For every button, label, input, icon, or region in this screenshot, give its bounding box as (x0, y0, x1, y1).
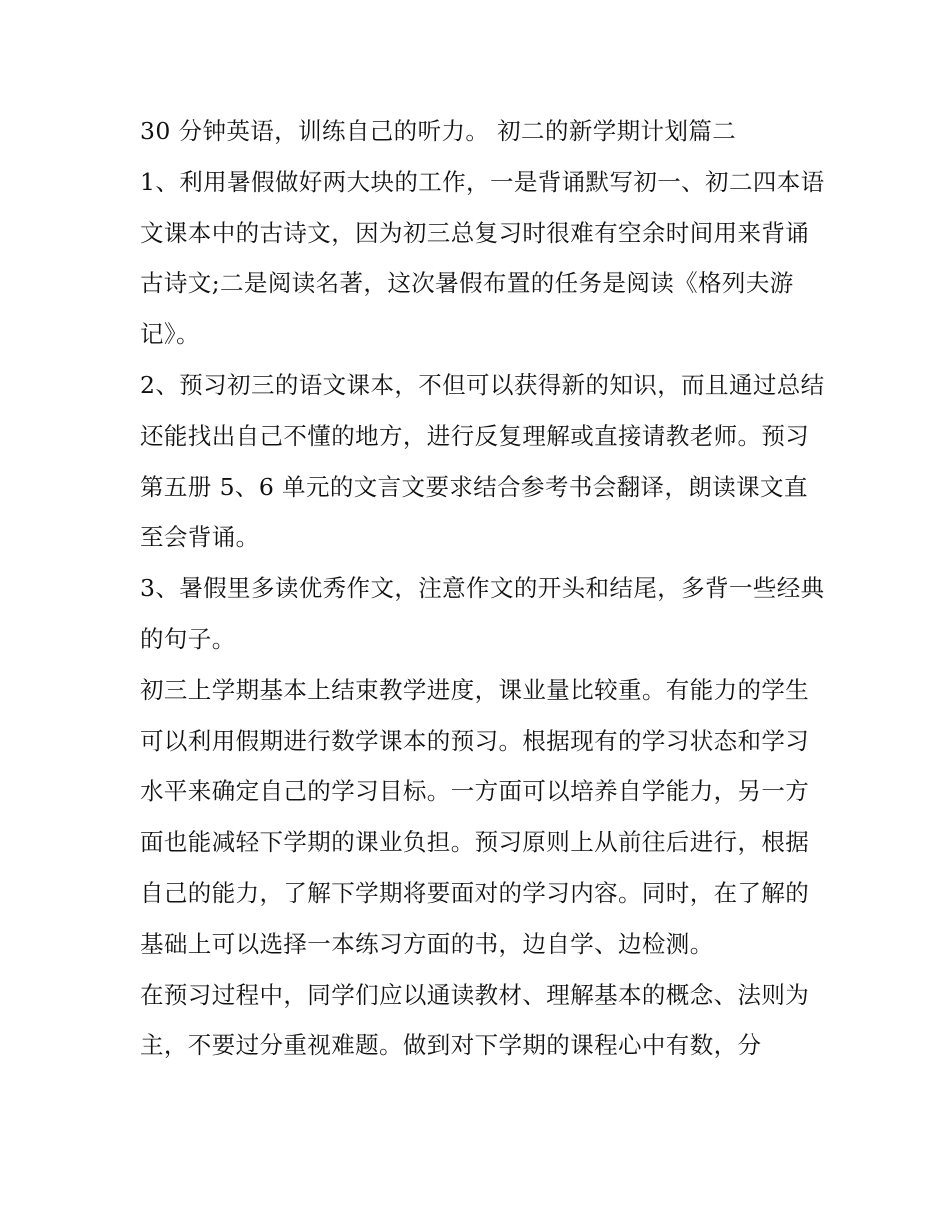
paragraph-listening-and-title: 30 分钟英语，训练自己的听力。 初二的新学期计划篇二 (140, 117, 737, 145)
paragraph-item-1: 1、利用暑假做好两大块的工作，一是背诵默写初一、初二四本语文课本中的古诗文，因为初三总复习时很难有空余时间用来背诵古诗文;二是阅读名著，这次暑假布置的任务是阅读《格列夫游记》。 (140, 167, 825, 349)
paragraph-item-3: 3、暑假里多读优秀作文，注意作文的开头和结尾，多背一些经典的句子。 (140, 574, 825, 653)
document-body (140, 106, 830, 1071)
paragraph-math-preview: 初三上学期基本上结束教学进度，课业量比较重。有能力的学生可以利用假期进行数学课本的预习。根据现有的学习状态和学习水平来确定自己的学习目标。一方面可以培养自学能力，另一方面也能减轻下学期的课业负担。预习原则上从前往后进行，根据自己的能力，了解下学期将要面对的学习内容。同时，在了解的基础上可以选择一本练习方面的书，边自学、边检测。 (140, 675, 810, 958)
paragraph-item-2: 2、预习初三的语文课本，不但可以获得新的知识，而且通过总结还能找出自己不懂的地方，进行反复理解或直接请教老师。预习第五册 5、6 单元的文言文要求结合参考书会翻译，朗读课文直至会背诵。 (140, 370, 825, 552)
paragraph-preview-process: 在预习过程中，同学们应以通读教材、理解基本的概念、法则为主，不要过分重视难题。做到对下学期的课程心中有数，分 (140, 980, 810, 1060)
